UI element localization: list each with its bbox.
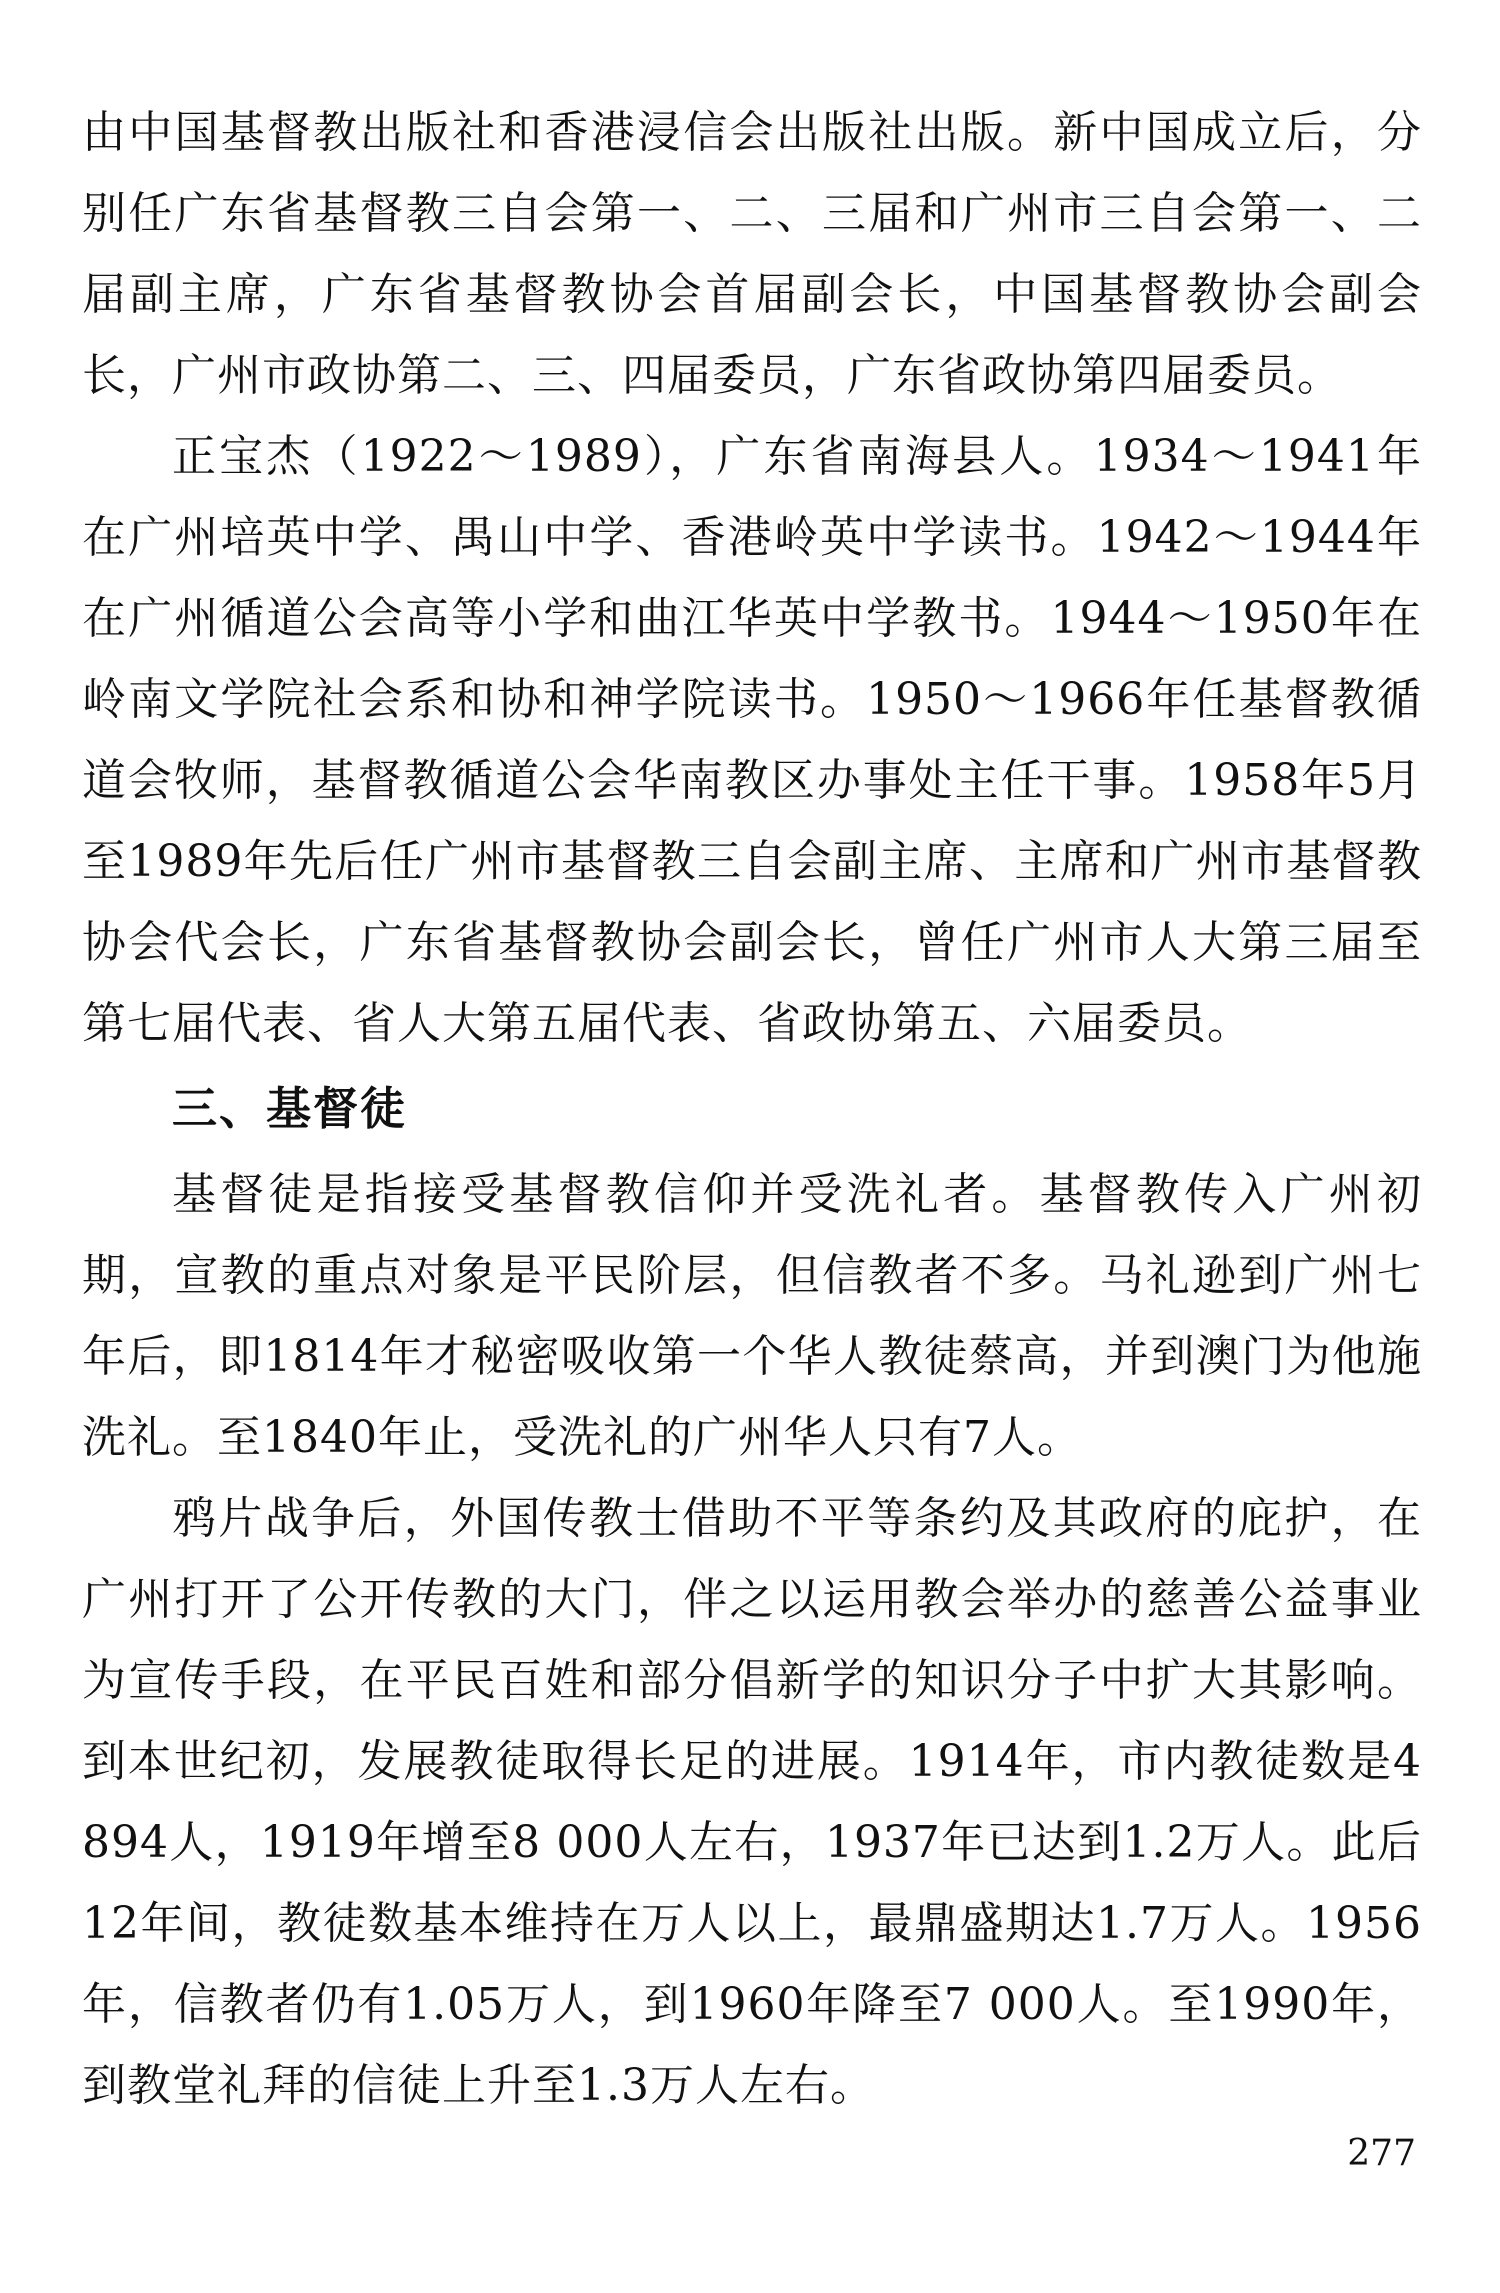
section-heading: 三、基督徒 (172, 1082, 408, 1135)
body-paragraph-definition: 基督徒是指接受基督教信仰并受洗礼者。基督教传入广州初期，宣教的重点对象是平民阶层，但信教者不多。马礼逊到广州七年后，即1814年才秘密吸收第一个华人教徒蔡高，并到澳门为他施洗礼。至1840年止，受洗礼的广州华人只有7人。 (82, 1169, 1422, 1463)
body-paragraph-continued: 由中国基督教出版社和香港浸信会出版社出版。新中国成立后，分别任广东省基督教三自会第一、二、三届和广州市三自会第一、二届副主席，广东省基督教协会首届副会长，中国基督教协会副会长，广州市政协第二、三、四届委员，广东省政协第四届委员。 (82, 107, 1422, 401)
body-paragraph-history: 鸦片战争后，外国传教士借助不平等条约及其政府的庇护，在广州打开了公开传教的大门，伴之以运用教会举办的慈善公益事业为宣传手段，在平民百姓和部分倡新学的知识分子中扩大其影响。到本世纪初，发展教徒取得长足的进展。1914年，市内教徒数是4 894人，1919年增至8 000人左右，1937年已达到1.2万人。此后12年间，教徒数基本维持在万人以上，最鼎盛期达1.7万人。1956年，信教者仍有1.05万人，到1960年降至7 000人。至1990年，到教堂礼拜的信徒上升至1.3万人左右。 (82, 1493, 1422, 2111)
body-paragraph-biography: 正宝杰（1922～1989），广东省南海县人。1934～1941年在广州培英中学、禺山中学、香港岭英中学读书。1942～1944年在广州循道公会高等小学和曲江华英中学教书。1944～1950年在岭南文学院社会系和协和神学院读书。1950～1966年任基督教循道会牧师，基督教循道公会华南教区办事处主任干事。1958年5月至1989年先后任广州市基督教三自会副主席、主席和广州市基督教协会代会长，广东省基督教协会副会长，曾任广州市人大第三届至第七届代表、省人大第五届代表、省政协第五、六届委员。 (82, 431, 1422, 1049)
page-body (82, 92, 1422, 2126)
page-number: 277 (1347, 2133, 1416, 2174)
